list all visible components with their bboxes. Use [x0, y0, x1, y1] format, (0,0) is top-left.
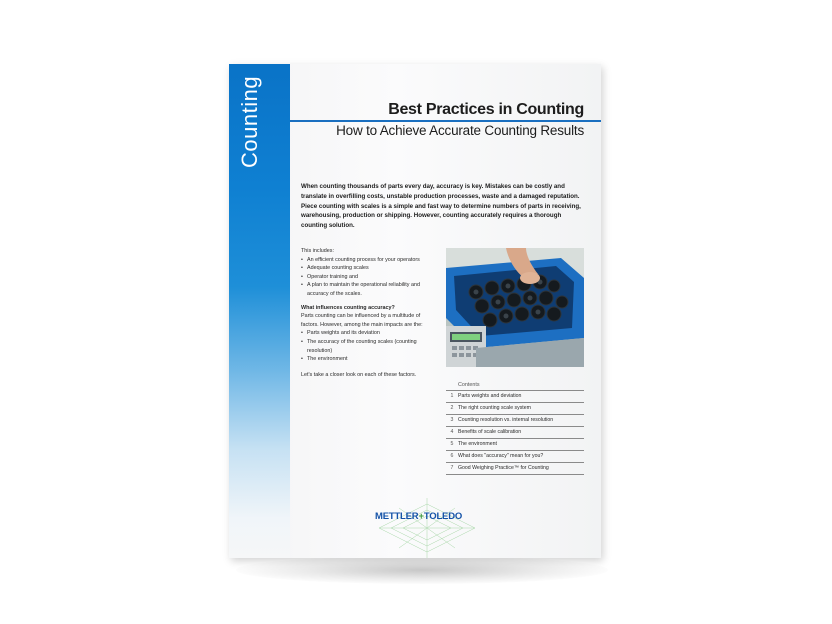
mettler-toledo-logo [375, 511, 462, 522]
contents-item [446, 438, 584, 450]
contents-text: Good Weighing Practice™ for Counting [458, 465, 549, 471]
contents-text: The environment [458, 441, 497, 447]
contents-heading: Contents [458, 382, 480, 388]
bin-of-parts-image [446, 248, 584, 367]
influences-heading: What influences counting accuracy? [301, 304, 395, 311]
list-item: • An efficient counting process for your operators [301, 256, 436, 265]
sidebar-label: Counting [237, 75, 262, 168]
contents-number: 5 [450, 441, 454, 447]
left-column [301, 247, 436, 379]
influences-text: Parts counting can be influenced by a multitude of factors. However, among the main impacts are the: [301, 313, 423, 328]
contents-text: Counting resolution vs. internal resolution [458, 417, 554, 423]
brochure-shadow [236, 556, 608, 584]
contents-item [446, 402, 584, 414]
crosshair-pattern-icon [379, 498, 475, 558]
logo-left: METTLER [375, 511, 419, 522]
list-item: • Adequate counting scales [301, 264, 436, 273]
contents-text: Benefits of scale calibration [458, 429, 522, 435]
document-title: Best Practices in Counting [388, 101, 584, 118]
contents-item [446, 390, 584, 402]
contents-number: 7 [450, 465, 454, 471]
counting-photo [446, 248, 584, 367]
contents-item [446, 426, 584, 438]
title-rule [290, 120, 601, 122]
logo-separator: + [418, 511, 424, 522]
list-item: • The environment [301, 355, 436, 364]
contents-number: 2 [450, 405, 454, 411]
includes-list [301, 256, 436, 299]
includes-lead: This includes: [301, 248, 334, 254]
contents-item [446, 414, 584, 426]
contents-item [446, 450, 584, 462]
contents-text: The right counting scale system [458, 405, 531, 411]
document-subtitle: How to Achieve Accurate Counting Results [336, 123, 584, 138]
list-item: • Operator training and [301, 273, 436, 282]
contents-text: Parts weights and deviation [458, 393, 522, 399]
contents-list [446, 380, 584, 475]
logo-right: TOLEDO [423, 511, 463, 522]
contents-number: 1 [450, 393, 454, 399]
sidebar-band [229, 64, 290, 558]
list-item: • A plan to maintain the operational reliability and accuracy of the scales. [301, 281, 436, 298]
closing-text: Let's take a closer look on each of these factors. [301, 371, 417, 378]
contents-number: 4 [450, 429, 454, 435]
list-item: • Parts weights and its deviation [301, 329, 436, 338]
contents-text: What does "accuracy" mean for you? [458, 453, 544, 459]
contents-number: 6 [450, 453, 454, 459]
list-item: • The accuracy of the counting scales (counting resolution) [301, 338, 436, 355]
intro-paragraph: When counting thousands of parts every day, accuracy is key. Mistakes can be costly and translate in overfilling costs, unstable production processes, waste and a damaged reputation. Piece counting with scales is a simple and fast way to determine numbers of parts in receiving, warehousing, production or shipping. However, counting accurately requires a thorough counting solution. [301, 183, 581, 230]
contents-number: 3 [450, 417, 454, 423]
influences-list [301, 329, 436, 363]
brochure-cover [229, 64, 601, 558]
contents-item [446, 462, 584, 475]
